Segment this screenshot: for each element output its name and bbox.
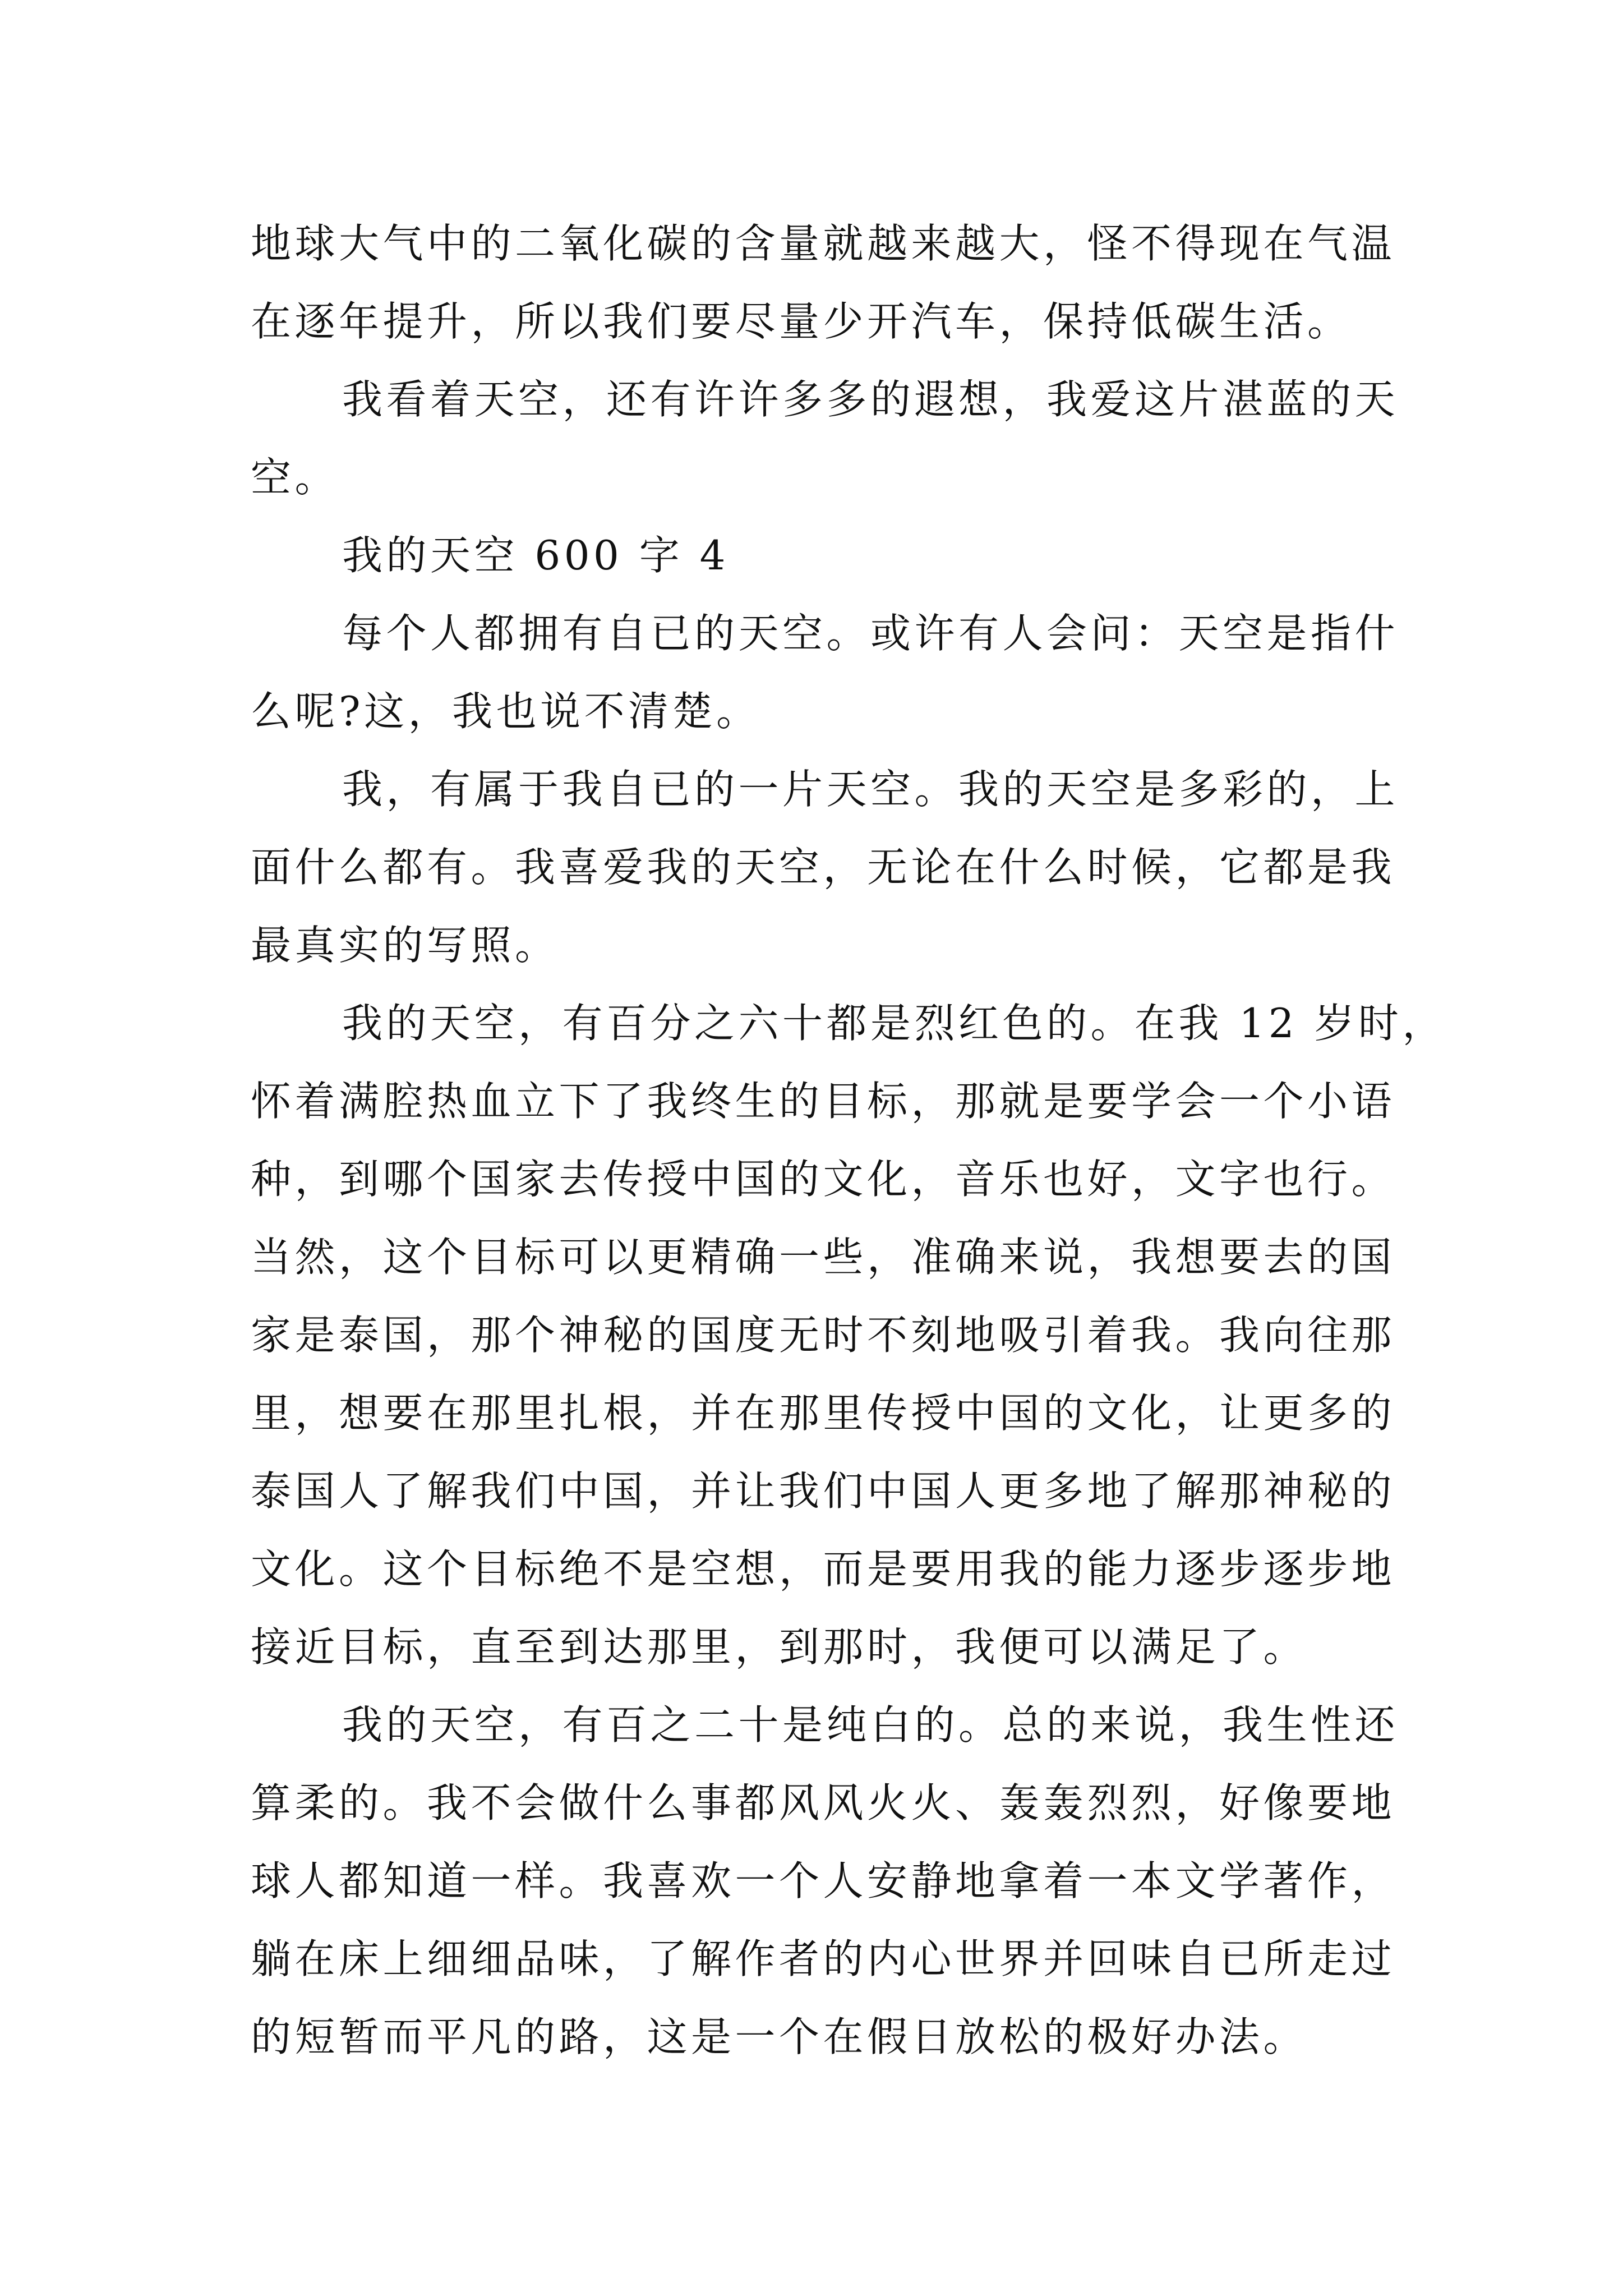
text-line: 地球大气中的二氧化碳的含量就越来越大，怪不得现在气温 — [251, 220, 1396, 267]
text-line: 躺在床上细细品味，了解作者的内心世界并回味自已所走过 — [251, 1935, 1396, 1982]
text-line: 我，有属于我自已的一片天空。我的天空是多彩的，上 — [342, 766, 1399, 813]
section-heading: 我的天空 600 字 4 — [342, 532, 729, 579]
text-line: 我的天空，有百之二十是纯白的。总的来说，我生性还 — [342, 1701, 1399, 1749]
text-line: 在逐年提升，所以我们要尽量少开汽车，保持低碳生活。 — [251, 298, 1352, 345]
text-line: 么呢?这，我也说不清楚。 — [251, 688, 760, 735]
text-line: 文化。这个目标绝不是空想，而是要用我的能力逐步逐步地 — [251, 1545, 1396, 1593]
text-line: 接近目标，直至到达那里，到那时，我便可以满足了。 — [251, 1623, 1308, 1671]
text-line: 泰国人了解我们中国，并让我们中国人更多地了解那神秘的 — [251, 1467, 1396, 1515]
text-line: 里，想要在那里扎根，并在那里传授中国的文化，让更多的 — [251, 1389, 1396, 1437]
text-line: 每个人都拥有自已的天空。或许有人会问：天空是指什 — [342, 610, 1399, 657]
text-line: 家是泰国，那个神秘的国度无时不刻地吸引着我。我向往那 — [251, 1312, 1396, 1359]
text-line: 种，到哪个国家去传授中国的文化，音乐也好，文字也行。 — [251, 1156, 1396, 1203]
text-line: 球人都知道一样。我喜欢一个人安静地拿着一本文学著作， — [251, 1857, 1396, 1904]
text-line: 面什么都有。我喜爱我的天空，无论在什么时候，它都是我 — [251, 844, 1396, 891]
text-line: 我看着天空，还有许许多多的遐想，我爱这片湛蓝的天 — [342, 376, 1399, 423]
text-line: 空。 — [251, 454, 339, 501]
text-line: 的短暂而平凡的路，这是一个在假日放松的极好办法。 — [251, 2013, 1308, 2060]
text-line: 当然，这个目标可以更精确一些，准确来说，我想要去的国 — [251, 1234, 1396, 1281]
text-line: 我的天空，有百分之六十都是烈红色的。在我 12 岁时， — [342, 1000, 1446, 1047]
text-line: 怀着满腔热血立下了我终生的目标，那就是要学会一个小语 — [251, 1078, 1396, 1125]
text-line: 最真实的写照。 — [251, 922, 559, 969]
text-line: 算柔的。我不会做什么事都风风火火、轰轰烈烈，好像要地 — [251, 1779, 1396, 1826]
